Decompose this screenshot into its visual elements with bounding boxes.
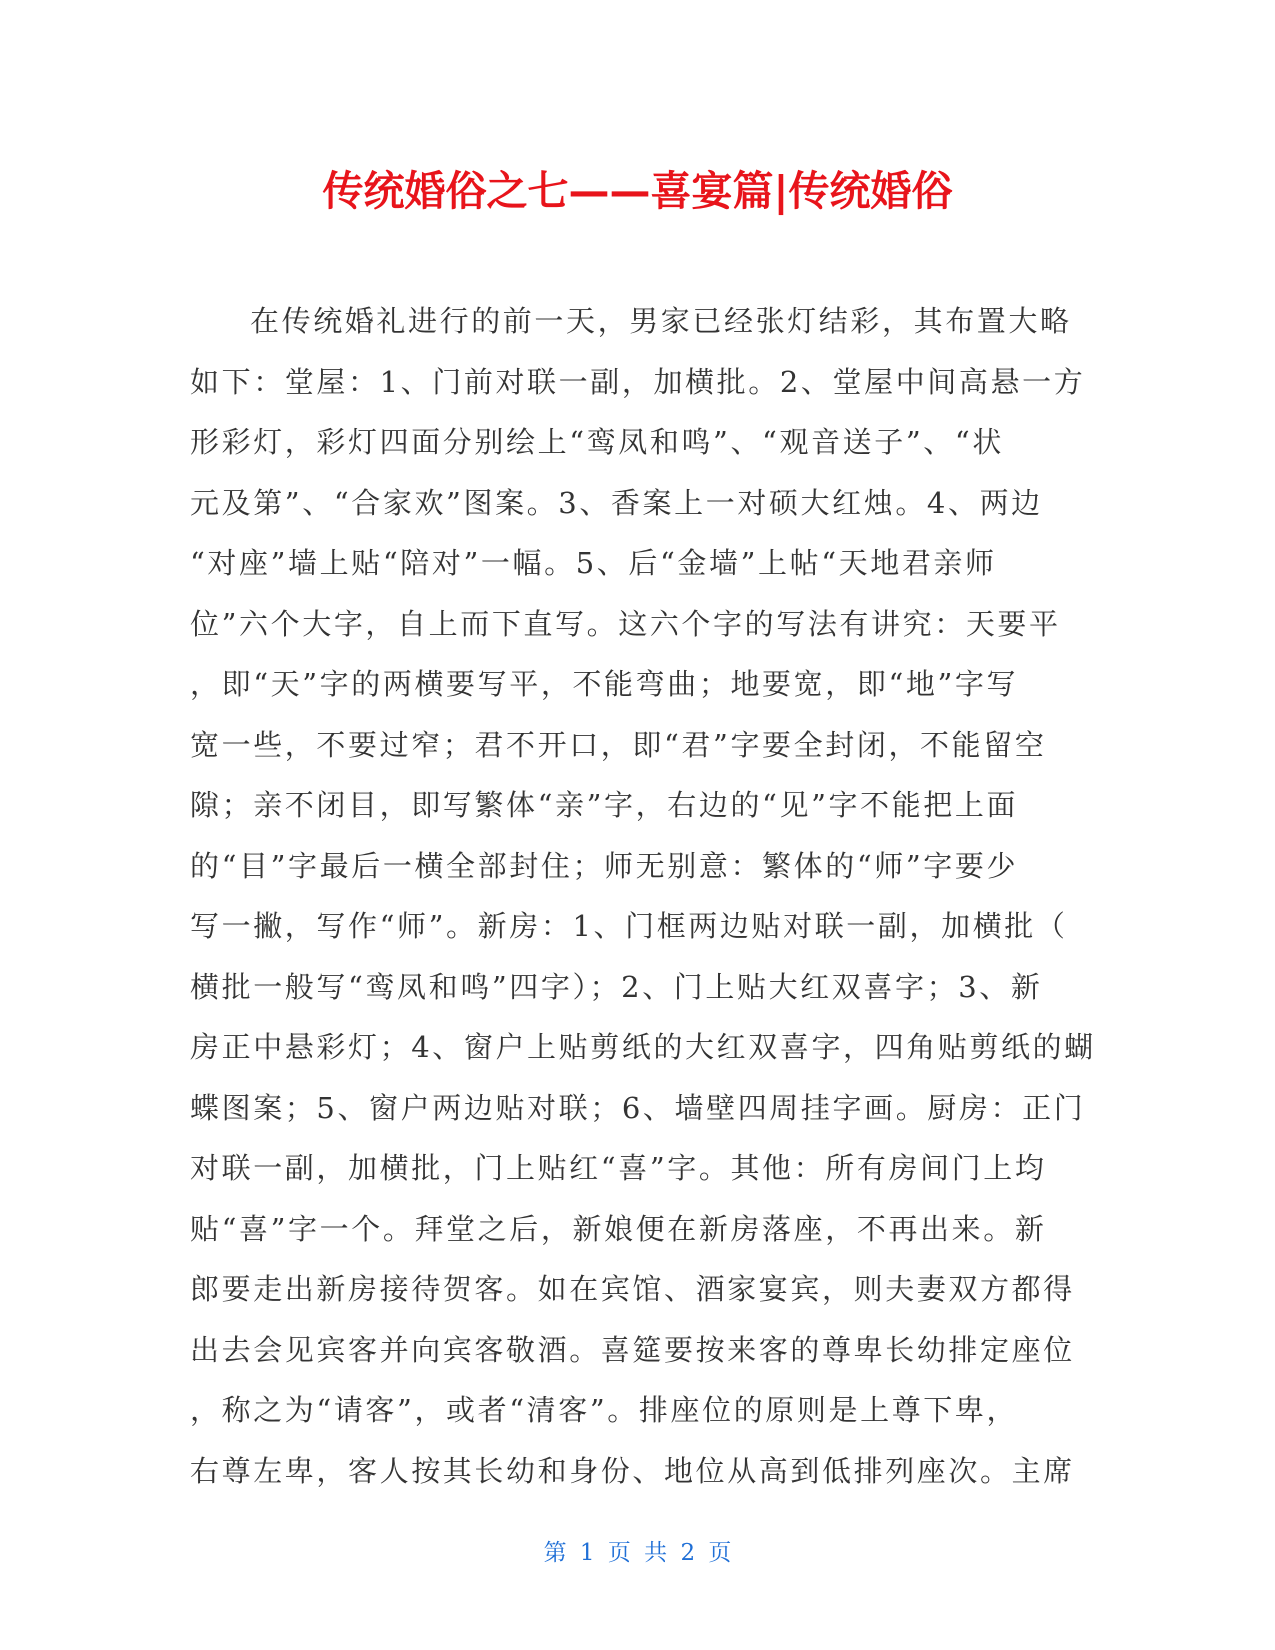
body-line-3: 形彩灯，彩灯四面分别绘上“鸾凤和鸣”、“观音送子”、“状 (190, 425, 1004, 459)
body-line-14: 蝶图案；5、窗户两边贴对联；6、墙壁四周挂字画。厨房：正门 (190, 1090, 1086, 1125)
document-title: 传统婚俗之七——喜宴篇|传统婚俗 (322, 167, 953, 215)
body-line-8: 宽一些，不要过窄；君不开口，即“君”字要全封闭，不能留空 (190, 727, 1047, 762)
body-line-1: 在传统婚礼进行的前一天，男家已经张灯结彩，其布置大略 (250, 304, 1072, 338)
body-line-9: 隙；亲不闭目，即写繁体“亲”字，右边的“见”字不能把上面 (190, 788, 1019, 822)
body-line-5: “对座”墙上贴“陪对”一幅。5、后“金墙”上帖“天地君亲师 (190, 546, 997, 580)
page-footer: 第 1 页 共 2 页 (543, 1540, 732, 1566)
document-body (190, 291, 1096, 1501)
body-line-18: 出去会见宾客并向宾客敬酒。喜筵要按来客的尊卑长幼排定座位 (190, 1332, 1075, 1367)
body-line-2: 如下：堂屋：1、门前对联一副，加横批。2、堂屋中间高悬一方 (190, 364, 1086, 399)
body-line-11: 写一撇，写作“师”。新房：1、门框两边贴对联一副，加横批（ (190, 909, 1068, 943)
body-line-17: 郎要走出新房接待贺客。如在宾馆、酒家宴宾，则夫妻双方都得 (190, 1272, 1075, 1306)
body-line-6: 位”六个大字，自上而下直写。这六个字的写法有讲究：天要平 (190, 606, 1061, 641)
body-line-12: 横批一般写“鸾凤和鸣”四字）；2、门上贴大红双喜字；3、新 (190, 969, 1043, 1004)
body-line-4: 元及第”、“合家欢”图案。3、香案上一对硕大红烛。4、两边 (190, 485, 1043, 520)
body-line-19: ，称之为“请客”，或者“清客”。排座位的原则是上尊下卑， (190, 1393, 1019, 1427)
body-line-20: 右尊左卑，客人按其长幼和身份、地位从高到低排列座次。主席 (190, 1453, 1075, 1488)
body-line-13: 房正中悬彩灯；4、窗户上贴剪纸的大红双喜字，四角贴剪纸的蝴 (190, 1030, 1096, 1064)
body-line-15: 对联一副，加横批，门上贴红“喜”字。其他：所有房间门上均 (190, 1151, 1047, 1185)
body-line-7: ，即“天”字的两横要写平，不能弯曲；地要宽，即“地”字写 (190, 667, 1019, 701)
body-line-16: 贴“喜”字一个。拜堂之后，新娘便在新房落座，不再出来。新 (190, 1211, 1047, 1246)
body-line-10: 的“目”字最后一横全部封住；师无别意：繁体的“师”字要少 (190, 848, 1019, 883)
